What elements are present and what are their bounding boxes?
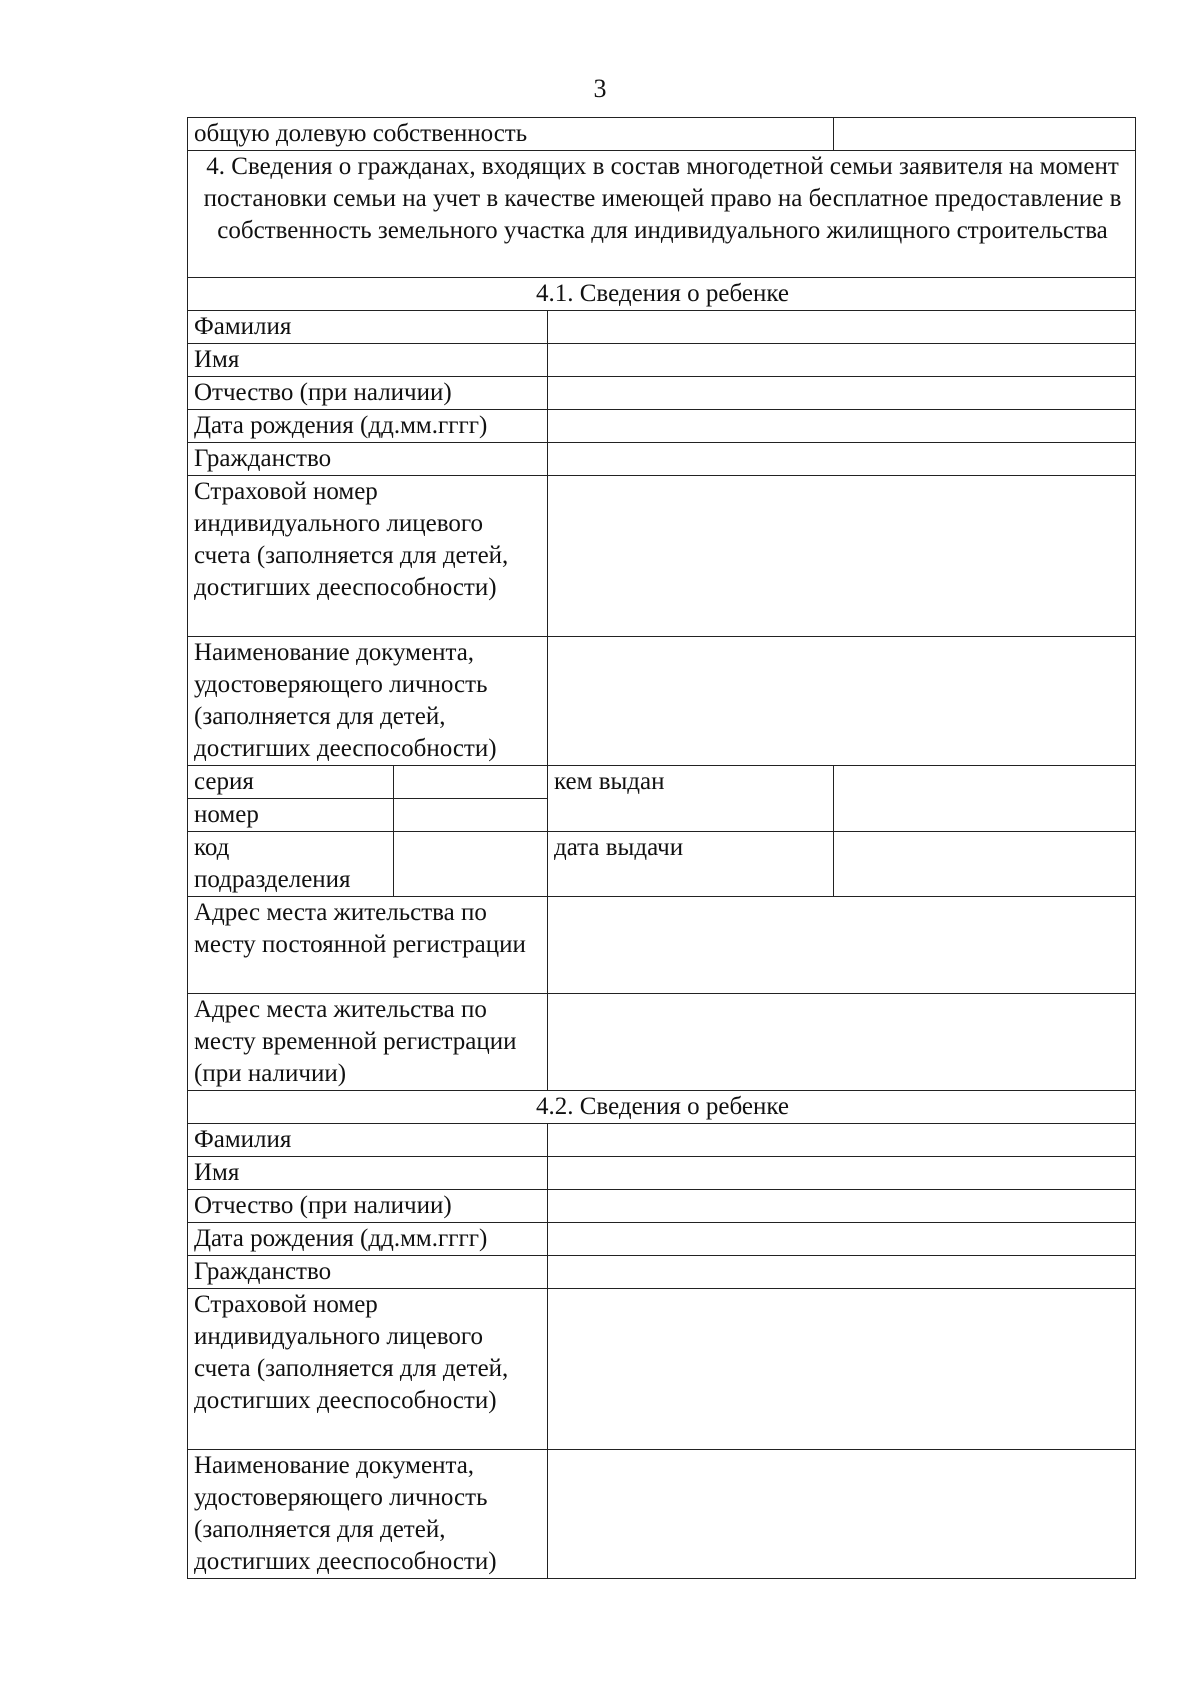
child-2-birthdate-row: [188, 1223, 1136, 1256]
temporary-address-field[interactable]: [548, 994, 1136, 1091]
child-2-name-row: [188, 1157, 1136, 1190]
field-label: Страховой номер индивидуального лицевого счета (заполняется для детей, достигших дееспособности): [188, 1289, 548, 1450]
child-1-surname-row: [188, 311, 1136, 344]
snils-field[interactable]: [548, 476, 1136, 637]
field-label: Дата рождения (дд.мм.гггг): [188, 1223, 548, 1256]
snils-field[interactable]: [548, 1289, 1136, 1450]
doc-issued-by-field[interactable]: [834, 766, 1136, 832]
child-2-surname-row: [188, 1124, 1136, 1157]
field-label: Страховой номер индивидуального лицевого счета (заполняется для детей, достигших дееспособности): [188, 476, 548, 637]
child-2-id-document-row: [188, 1450, 1136, 1579]
child-2-patronymic-row: [188, 1190, 1136, 1223]
citizenship-field[interactable]: [548, 443, 1136, 476]
first-name-field[interactable]: [548, 344, 1136, 377]
shared-ownership-value[interactable]: [834, 118, 1136, 151]
child-2-citizenship-row: [188, 1256, 1136, 1289]
patronymic-field[interactable]: [548, 1190, 1136, 1223]
child-2-title: 4.2. Сведения о ребенке: [188, 1091, 1136, 1124]
shared-ownership-label: общую долевую собственность: [188, 118, 834, 151]
patronymic-field[interactable]: [548, 377, 1136, 410]
birth-date-field[interactable]: [548, 410, 1136, 443]
doc-series-row: [188, 766, 1136, 799]
field-label: Фамилия: [188, 1124, 548, 1157]
shared-ownership-row: [188, 118, 1136, 151]
child-2-snils-row: [188, 1289, 1136, 1450]
doc-series-label: серия: [188, 766, 394, 799]
doc-series-field[interactable]: [394, 766, 548, 799]
doc-code-label: код подразделения: [188, 832, 394, 897]
child-1-title: 4.1. Сведения о ребенке: [188, 278, 1136, 311]
field-label: Адрес места жительства по месту временной регистрации (при наличии): [188, 994, 548, 1091]
field-label: Наименование документа, удостоверяющего личность (заполняется для детей, достигших дееспособности): [188, 1450, 548, 1579]
id-document-field[interactable]: [548, 637, 1136, 766]
id-document-field[interactable]: [548, 1450, 1136, 1579]
page-number: 3: [593, 74, 607, 103]
birth-date-field[interactable]: [548, 1223, 1136, 1256]
child-1-birthdate-row: [188, 410, 1136, 443]
surname-field[interactable]: [548, 311, 1136, 344]
doc-number-field[interactable]: [394, 799, 548, 832]
doc-issued-by-label: кем выдан: [548, 766, 834, 832]
field-label: Отчество (при наличии): [188, 377, 548, 410]
child-1-id-document-row: [188, 637, 1136, 766]
child-1-citizenship-row: [188, 443, 1136, 476]
form-table: [187, 117, 1136, 1579]
citizenship-field[interactable]: [548, 1256, 1136, 1289]
doc-number-label: номер: [188, 799, 394, 832]
section-4-title: 4. Сведения о гражданах, входящих в состав многодетной семьи заявителя на момент постановки семьи на учет в качестве имеющей право на бесплатное предоставление в собственность земельного участка для индивидуального жилищного строительства: [188, 151, 1136, 278]
field-label: Гражданство: [188, 1256, 548, 1289]
field-label: Имя: [188, 344, 548, 377]
child-1-patronymic-row: [188, 377, 1136, 410]
doc-issue-date-field[interactable]: [834, 832, 1136, 897]
field-label: Имя: [188, 1157, 548, 1190]
field-label: Дата рождения (дд.мм.гггг): [188, 410, 548, 443]
child-1-name-row: [188, 344, 1136, 377]
field-label: Отчество (при наличии): [188, 1190, 548, 1223]
doc-issue-date-label: дата выдачи: [548, 832, 834, 897]
child-1-temporary-address-row: [188, 994, 1136, 1091]
surname-field[interactable]: [548, 1124, 1136, 1157]
field-label: Гражданство: [188, 443, 548, 476]
child-1-snils-row: [188, 476, 1136, 637]
permanent-address-field[interactable]: [548, 897, 1136, 994]
first-name-field[interactable]: [548, 1157, 1136, 1190]
child-1-permanent-address-row: [188, 897, 1136, 994]
field-label: Фамилия: [188, 311, 548, 344]
field-label: Адрес места жительства по месту постоянной регистрации: [188, 897, 548, 994]
doc-code-field[interactable]: [394, 832, 548, 897]
field-label: Наименование документа, удостоверяющего личность (заполняется для детей, достигших дееспособности): [188, 637, 548, 766]
doc-code-row: [188, 832, 1136, 897]
